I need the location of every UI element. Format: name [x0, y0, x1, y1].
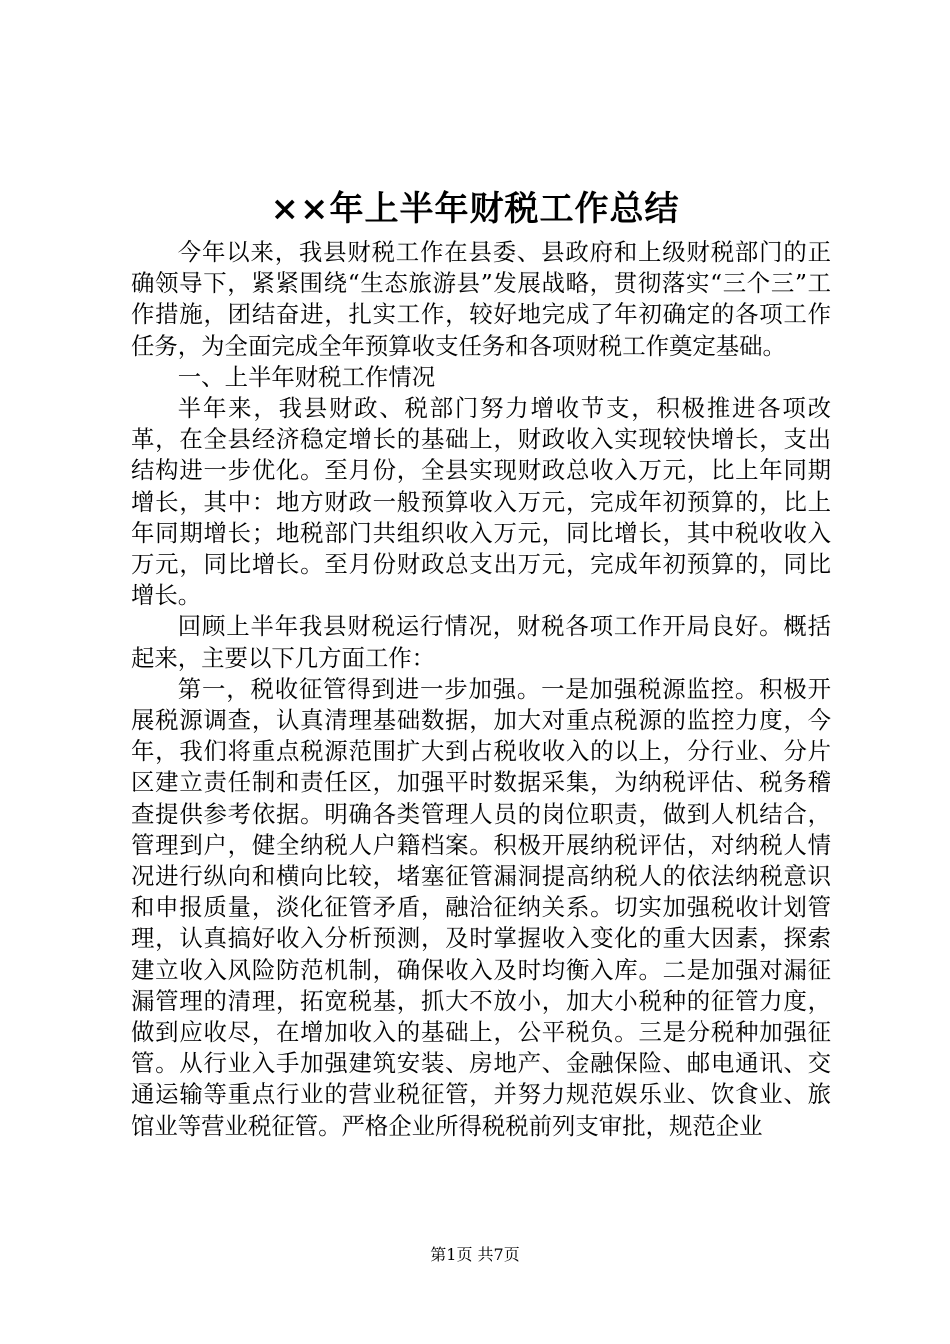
page-footer: 第1页 共7页	[430, 1245, 520, 1264]
document-title: ××年上半年财税工作总结	[270, 189, 680, 229]
paragraph-overview: 半年来，我县财政、税部门努力增收节支，积极推进各项改革，在全县经济稳定增长的基础上，财政收入实现较快增长，支出结构进一步优化。至月份，全县实现财政总收入万元，比上年同期增长，其中：地方财政一般预算收入万元，完成年初预算的，比上年同期增长；地税部门共组织收入万元，同比增长，其中税收收入万元，同比增长。至月份财政总支出万元，完成年初预算的，同比增长。	[131, 394, 831, 610]
paragraph-intro: 今年以来，我县财税工作在县委、县政府和上级财税部门的正确领导下，紧紧围绕“生态旅游县”发展战略，贯彻落实“三个三”工作措施，团结奋进，扎实工作，较好地完成了年初确定的各项工作任务，为全面完成全年预算收支任务和各项财税工作奠定基础。	[131, 238, 831, 360]
paragraph-review: 回顾上半年我县财税运行情况，财税各项工作开局良好。概括起来，主要以下几方面工作：	[131, 612, 831, 672]
document-body	[131, 237, 831, 1142]
paragraph-first-point: 第一，税收征管得到进一步加强。一是加强税源监控。积极开展税源调查，认真清理基础数据，加大对重点税源的监控力度，今年，我们将重点税源范围扩大到占税收收入的以上，分行业、分片区建立责任制和责任区，加强平时数据采集，为纳税评估、税务稽查提供参考依据。明确各类管理人员的岗位职责，做到人机结合，管理到户，健全纳税人户籍档案。积极开展纳税评估，对纳税人情况进行纵向和横向比较，堵塞征管漏洞提高纳税人的依法纳税意识和申报质量，淡化征管矛盾，融洽征纳关系。切实加强税收计划管理，认真搞好收入分析预测，及时掌握收入变化的重大因素，探索建立收入风险防范机制，确保收入及时均衡入库。二是加强对漏征漏管理的清理，拓宽税基，抓大不放小，加大小税种的征管力度，做到应收尽，在增加收入的基础上，公平税负。三是分税种加强征管。从行业入手加强建筑安装、房地产、金融保险、邮电通讯、交通运输等重点行业的营业税征管，并努力规范娱乐业、饮食业、旅馆业等营业税征管。严格企业所得税税前列支审批，规范企业	[131, 674, 831, 1140]
section-heading: 一、上半年财税工作情况	[177, 362, 436, 391]
